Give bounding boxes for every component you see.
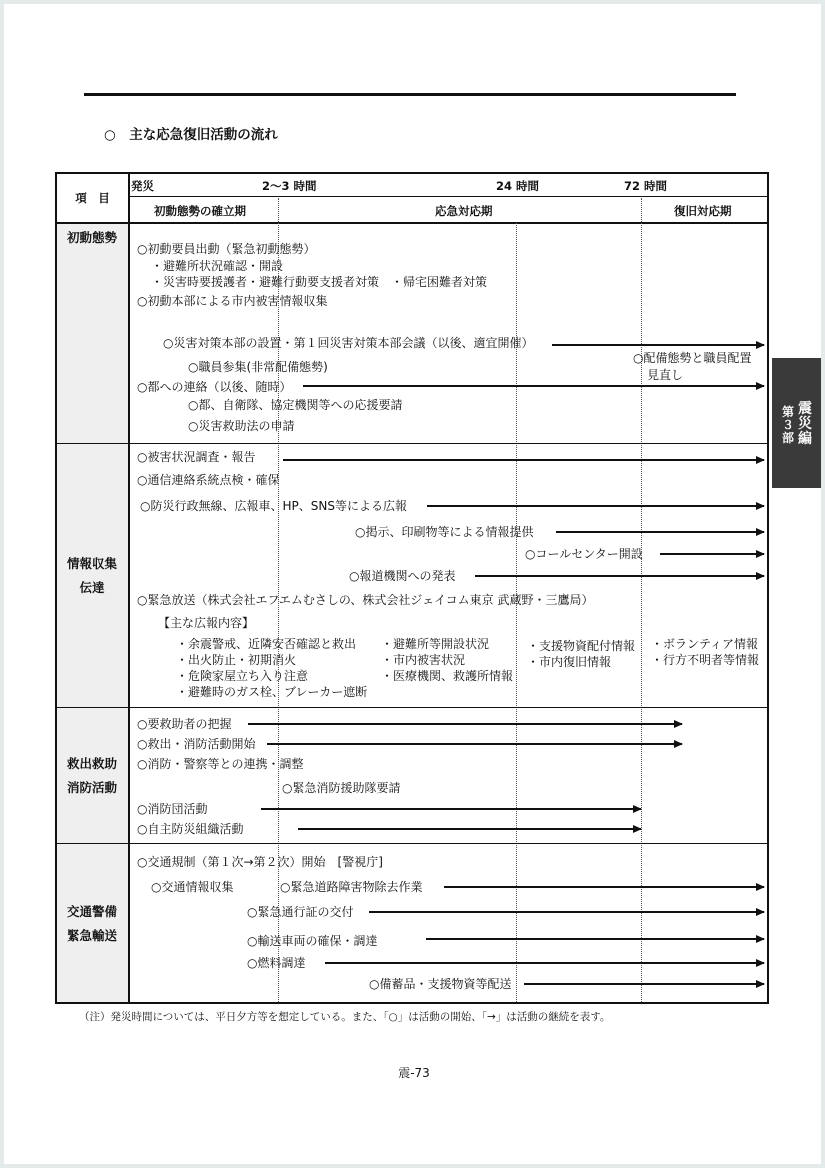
category-initial: 初動態勢 bbox=[66, 230, 117, 245]
activity-supply-delivery: ○備蓄品・支援物資等配送 bbox=[369, 977, 512, 991]
table-right-border bbox=[767, 172, 769, 1004]
activity-initial-dispatch: ○初動要員出動（緊急初動態勢） bbox=[137, 242, 316, 256]
arrow-tokyo-contact bbox=[303, 385, 764, 387]
activity-fire-aid-request: ○緊急消防援助隊要請 bbox=[282, 781, 401, 795]
activity-road-clearance: ○緊急道路障害物除去作業 bbox=[280, 880, 423, 894]
activity-tokyo-contact: ○都への連絡（以後、随時） bbox=[137, 380, 292, 394]
pr-col1-item-2: ・出火防止・初期消火 bbox=[176, 653, 297, 667]
arrow-permit-issue bbox=[369, 911, 764, 913]
category-rescue-line2: 消防活動 bbox=[66, 780, 117, 795]
phase-recovery: 復旧対応期 bbox=[674, 204, 732, 218]
pr-col4-item-1: ・ボランティア情報 bbox=[651, 637, 759, 651]
item-column-header: 項 目 bbox=[75, 191, 110, 205]
activity-traffic-info: ○交通情報収集 bbox=[151, 880, 234, 894]
activity-public-broadcast: ○防災行政無線、広報車、HP、SNS等による広報 bbox=[140, 499, 407, 513]
activity-staff-mobilization: ○職員参集(非常配備態勢) bbox=[188, 360, 328, 374]
activity-fire-corps: ○消防団活動 bbox=[137, 802, 208, 816]
table-bottom-border bbox=[55, 1002, 769, 1004]
pr-col4-item-2: ・行方不明者等情報 bbox=[651, 653, 760, 667]
activity-traffic-control: ○交通規制（第１次→第２次）開始 [警視庁] bbox=[137, 855, 383, 869]
pr-col1-item-3: ・危険家屋立ち入り注意 bbox=[176, 669, 309, 683]
header-mid-rule bbox=[130, 196, 767, 197]
arrow-press-release bbox=[475, 575, 764, 577]
arrow-fuel-procurement bbox=[325, 962, 764, 964]
pr-col1-item-4: ・避難時のガス栓、ブレーカー遮断 bbox=[176, 685, 368, 699]
category-traffic-line2: 緊急輸送 bbox=[66, 928, 117, 943]
arrow-supply-delivery bbox=[524, 983, 764, 985]
activity-community-defense: ○自主防災組織活動 bbox=[137, 822, 244, 836]
activity-permit-issue: ○緊急通行証の交付 bbox=[247, 905, 354, 919]
category-rescue-line1: 救出救助 bbox=[66, 756, 117, 771]
activity-rescue-need: ○要救助者の把握 bbox=[137, 717, 232, 731]
arrow-road-clearance bbox=[444, 886, 764, 888]
activity-police-coordination: ○消防・警察等との連携・調整 bbox=[137, 757, 304, 771]
activity-fuel-procurement: ○燃料調達 bbox=[247, 956, 306, 970]
row-divider-2 bbox=[55, 707, 769, 708]
activity-call-center: ○コールセンター開設 bbox=[525, 547, 643, 561]
activity-staffing-review: ○配備態勢と職員配置 bbox=[633, 351, 752, 365]
row-divider-1 bbox=[55, 443, 769, 444]
footnote: （注）発災時間については、平日夕方等を想定している。また、「○」は活動の開始、「→」は活動の継続を表す。 bbox=[79, 1011, 611, 1023]
time-marker-3: 72 時間 bbox=[624, 179, 668, 193]
pr-col3-item-2: ・市内復旧情報 bbox=[527, 655, 612, 669]
phase-emergency: 応急対応期 bbox=[435, 204, 493, 218]
pr-heading: 【主な広報内容】 bbox=[158, 616, 255, 630]
activity-damage-survey: ○被害状況調査・報告 bbox=[137, 450, 256, 464]
activity-printed-info: ○掲示、印刷物等による情報提供 bbox=[355, 525, 534, 539]
header-bottom-rule bbox=[55, 222, 769, 224]
arrow-damage-survey bbox=[283, 459, 764, 461]
time-line-72h bbox=[641, 198, 642, 1002]
arrow-vehicle-procurement bbox=[426, 938, 764, 940]
arrow-call-center bbox=[660, 553, 764, 555]
category-column-bg bbox=[57, 223, 128, 1002]
activity-support-request: ○都、自衛隊、協定機関等への応援要請 bbox=[188, 398, 403, 412]
arrow-rescue-start bbox=[267, 743, 682, 745]
time-marker-2: 24 時間 bbox=[496, 179, 540, 193]
page-number: 震-73 bbox=[398, 1066, 430, 1080]
arrow-community-defense bbox=[298, 828, 641, 830]
document-page bbox=[4, 4, 821, 1164]
top-rule bbox=[84, 93, 736, 96]
activity-vehicle-procurement: ○輸送車両の確保・調達 bbox=[247, 934, 378, 948]
side-tab-part: 第３部 bbox=[781, 405, 794, 445]
section-heading: ○ 主な応急復旧活動の流れ bbox=[104, 127, 278, 143]
activity-emergency-broadcast: ○緊急放送（株式会社エフエムむさしの、株式会社ジェイコム東京 武蔵野・三鷹局） bbox=[137, 593, 594, 607]
arrow-rescue-need bbox=[248, 723, 682, 725]
arrow-hq-setup bbox=[552, 344, 764, 346]
side-tab-volume: 震災編 bbox=[798, 401, 812, 447]
activity-shelter-check: ・避難所状況確認・開設 bbox=[151, 259, 284, 273]
side-tab bbox=[772, 358, 821, 488]
category-info-line2: 伝達 bbox=[79, 580, 105, 595]
table-top-border bbox=[55, 172, 769, 174]
pr-col1-item-1: ・余震警戒、近隣安否確認と救出 bbox=[176, 637, 357, 651]
row-divider-3 bbox=[55, 843, 769, 844]
activity-staffing-review-line2: 見直し bbox=[647, 368, 684, 382]
pr-col2-item-3: ・医療機関、救護所情報 bbox=[381, 669, 514, 683]
activity-vulnerable-support: ・災害時要援護者・避難行動要支援者対策 ・帰宅困難者対策 bbox=[151, 275, 488, 289]
pr-col2-item-2: ・市内被害状況 bbox=[381, 653, 466, 667]
arrow-printed-info bbox=[556, 531, 764, 533]
category-traffic-line1: 交通警備 bbox=[66, 904, 117, 919]
category-info-line1: 情報収集 bbox=[66, 556, 117, 571]
pr-col2-item-1: ・避難所等開設状況 bbox=[381, 637, 490, 651]
phase-initial: 初動態勢の確立期 bbox=[154, 204, 246, 218]
pr-col3-item-1: ・支援物資配付情報 bbox=[527, 639, 636, 653]
activity-press-release: ○報道機関への発表 bbox=[349, 569, 456, 583]
activity-comm-check: ○通信連絡系統点検・確保 bbox=[137, 473, 280, 487]
arrow-fire-corps bbox=[261, 808, 641, 810]
activity-disaster-relief-act: ○災害救助法の申請 bbox=[188, 419, 295, 433]
arrow-public-broadcast bbox=[427, 505, 764, 507]
time-marker-0: 発災 bbox=[131, 179, 154, 193]
activity-damage-info: ○初動本部による市内被害情報収集 bbox=[137, 294, 328, 308]
time-marker-1: 2～3 時間 bbox=[262, 179, 317, 193]
activity-rescue-start: ○救出・消防活動開始 bbox=[137, 737, 256, 751]
activity-hq-setup: ○災害対策本部の設置・第１回災害対策本部会議（以後、適宜開催） bbox=[163, 336, 534, 350]
